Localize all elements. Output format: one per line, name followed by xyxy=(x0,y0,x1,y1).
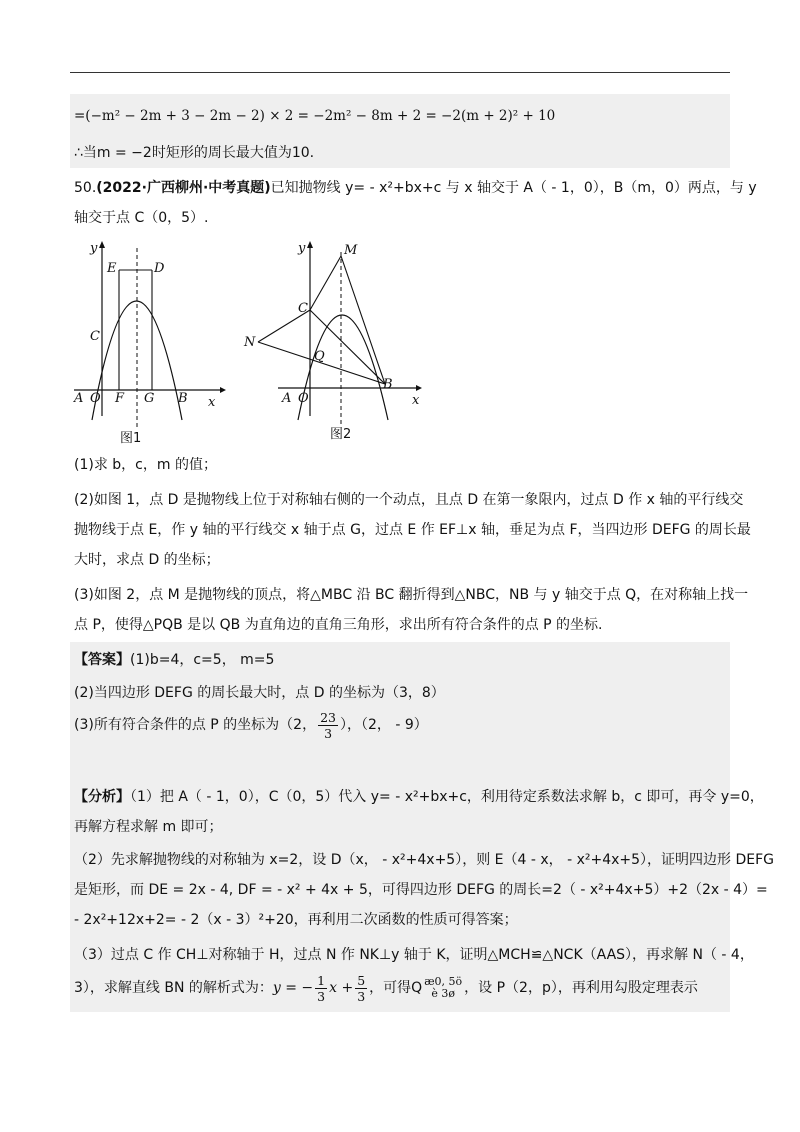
x-axis-arrow-icon xyxy=(220,387,226,393)
fraction-denominator: 3 xyxy=(317,988,326,1004)
fraction-denominator: 3 xyxy=(324,725,333,741)
conclusion-line: ∴当m = −2时矩形的周长最大值为10. xyxy=(74,145,315,161)
segment-MC xyxy=(310,256,341,310)
analysis-tag: 【分析】 xyxy=(74,789,130,805)
answer-line-3 xyxy=(74,707,428,743)
label-y: y xyxy=(90,241,98,256)
fraction-numerator: 23 xyxy=(320,709,336,725)
question-1: (1)求 b，c，m 的值； xyxy=(74,457,217,473)
answer-3-fraction xyxy=(318,710,338,741)
label-A: A xyxy=(282,391,292,406)
label-E: E xyxy=(107,261,117,276)
question-3-line2: 点 P，使得△PQB 是以 QB 为直角边的直角三角形，求出所有符合条件的点 P 的坐标. xyxy=(74,617,603,633)
line-eq-fraction-2 xyxy=(355,973,367,1004)
answer-tag: 【答案】 xyxy=(74,652,130,668)
fraction-numerator: 5 xyxy=(357,972,366,988)
answer-3-prefix: (3)所有符合条件的点 P 的坐标为（2， xyxy=(74,717,317,733)
answer-line-1 xyxy=(74,650,274,670)
y-axis-arrow-icon xyxy=(307,241,313,248)
question-3-line1: (3)如图 2，点 M 是抛物线的顶点，将△MBC 沿 BC 翻折得到△NBC，NB 与 y 轴交于点 Q，在对称轴上找一 xyxy=(74,587,749,603)
answer-2: (2)当四边形 DEFG 的周长最大时，点 D 的坐标为（3，8） xyxy=(74,685,445,701)
analysis-6: （3）过点 C 作 CH⊥对称轴于 H，过点 N 作 NK⊥y 轴于 K，证明△MCH≌△NCK（AAS），再求解 N（ - 4， xyxy=(74,947,754,963)
label-M: M xyxy=(344,243,358,258)
garbled-point-Q xyxy=(424,976,462,1000)
analysis-3: （2）先求解抛物线的对称轴为 x=2，设 D（x， - x²+4x+5），则 E（4 - x， - x²+4x+5），证明四边形 DEFG xyxy=(74,852,775,868)
header-rule xyxy=(70,72,730,73)
label-x: x xyxy=(412,393,420,408)
analysis-2: 再解方程求解 m 即可； xyxy=(74,819,223,835)
fraction-numerator: 1 xyxy=(317,972,326,988)
label-B: B xyxy=(178,391,188,406)
segment-MB xyxy=(341,256,385,384)
problem-heading xyxy=(74,178,757,198)
label-B: B xyxy=(383,377,393,392)
segment-CB xyxy=(310,310,385,384)
analysis-7-suffix: ，设 P（2，p），再利用勾股定理表示 xyxy=(464,980,698,996)
label-O: O xyxy=(90,391,101,406)
label-O: O xyxy=(298,391,309,406)
label-Q: Q xyxy=(314,349,325,364)
garbled-top: æ0, 5ö xyxy=(424,975,463,988)
garbled-bottom: è 3ø xyxy=(431,987,455,1000)
analysis-4: 是矩形，而 DE = 2x - 4, DF = - x² + 4x + 5，可得四边形 DEFG 的周长=2（ - x²+4x+5）+2（2x - 4）= xyxy=(74,882,768,898)
analysis-1: （1）把 A（ - 1，0），C（0，5）代入 y= - x²+bx+c，利用待定系数法求解 b，c 即可，再令 y=0， xyxy=(130,789,764,805)
question-2-line1: (2)如图 1，点 D 是抛物线上位于对称轴右侧的一个动点，且点 D 在第一象限内，过点 D 作 x 轴的平行线交 xyxy=(74,492,744,508)
analysis-line-1 xyxy=(74,787,764,807)
line-eq-part2: x + xyxy=(329,980,354,996)
question-2-line2: 抛物线于点 E，作 y 轴的平行线交 x 轴于点 G，过点 E 作 EF⊥x 轴，垂足为点 F，当四边形 DEFG 的周长最 xyxy=(74,522,751,538)
label-N: N xyxy=(244,335,256,350)
parabola-curve xyxy=(298,315,388,420)
label-C: C xyxy=(90,329,100,344)
analysis-7-middle: ，可得Q xyxy=(369,980,423,996)
equation-line: =(−m² − 2m + 3 − 2m − 2) × 2 = −2m² − 8m + 2 = −2(m + 2)² + 10 xyxy=(74,108,556,124)
label-x: x xyxy=(208,395,216,410)
problem-source: (2022·广西柳州·中考真题) xyxy=(96,180,271,196)
fraction-denominator: 3 xyxy=(357,988,366,1004)
answer-1: (1)b=4，c=5， m=5 xyxy=(130,652,275,668)
label-A: A xyxy=(74,391,84,406)
label-F: F xyxy=(115,391,125,406)
problem-number: 50. xyxy=(74,180,97,196)
analysis-7-prefix: 3），求解直线 BN 的解析式为： xyxy=(74,980,273,996)
problem-stem-line1: 已知抛物线 y= - x²+bx+c 与 x 轴交于 A（ - 1，0），B（m，0）两点，与 y xyxy=(270,180,757,196)
analysis-line-7 xyxy=(74,970,698,1006)
label-y: y xyxy=(298,241,306,256)
x-axis-arrow-icon xyxy=(416,385,422,391)
figure-2 xyxy=(238,238,428,448)
answer-3-suffix: ），（2， - 9） xyxy=(340,717,428,733)
figure-1-caption: 图1 xyxy=(120,431,142,446)
label-C: C xyxy=(298,301,308,316)
line-eq-part1: y = − xyxy=(272,980,314,996)
problem-stem-line2: 轴交于点 C（0，5）. xyxy=(74,210,209,226)
label-G: G xyxy=(144,391,155,406)
question-2-line3: 大时，求点 D 的坐标； xyxy=(74,552,220,568)
label-D: D xyxy=(154,261,165,276)
analysis-5: - 2x²+12x+2= - 2（x - 3）²+20，再利用二次函数的性质可得答案； xyxy=(74,912,518,928)
y-axis-arrow-icon xyxy=(99,241,105,248)
figure-2-caption: 图2 xyxy=(330,427,352,442)
figure-1 xyxy=(70,238,230,448)
line-eq-fraction-1 xyxy=(315,973,327,1004)
